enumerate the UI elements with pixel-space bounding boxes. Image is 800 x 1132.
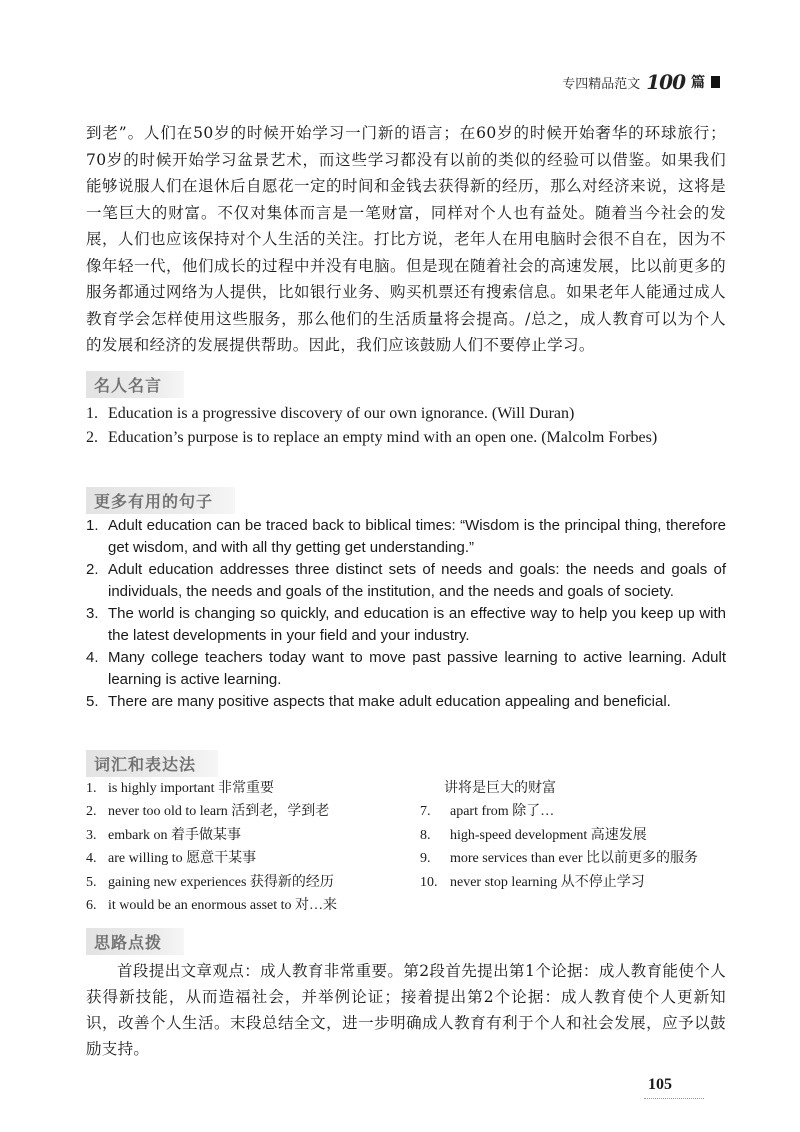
list-item: [86, 691, 726, 713]
item-number: 6.: [86, 898, 97, 914]
item-number: 3.: [86, 827, 97, 843]
list-item: [420, 800, 740, 823]
item-number: 1.: [86, 405, 98, 422]
list-item: [86, 847, 406, 870]
sentences-list: [86, 515, 726, 713]
list-item: [86, 515, 726, 559]
quotes-heading: 名人名言: [86, 371, 184, 398]
analysis-paragraph: 首段提出文章观点：成人教育非常重要。第2段首先提出第1个论据：成人教育能使个人获得新技能，从而造福社会，并举例论证；接着提出第2个论据：成人教育使个人更新知识，改善个人生活。末段总结全文，进一步明确成人教育有利于个人和社会发展，应予以鼓励支持。: [86, 962, 726, 1058]
quote-text: Education’s purpose is to replace an empty mind with an open one. (Malcolm Forbes): [108, 429, 658, 446]
quote-text: Education is a progressive discovery of our own ignorance. (Will Duran): [108, 405, 575, 422]
sentence-text: The world is changing so quickly, and education is an effective way to help you keep up with the latest developments in your field and your industry.: [108, 605, 726, 644]
vocab-text: never too old to learn 活到老，学到老: [108, 804, 330, 820]
list-item: [86, 603, 726, 647]
item-number: 4.: [86, 649, 99, 666]
list-item: [86, 402, 726, 426]
vocab-text: gaining new experiences 获得新的经历: [108, 874, 334, 890]
brand-suffix: 篇: [691, 75, 705, 91]
list-item: [420, 871, 740, 894]
vocab-text: embark on 着手做某事: [108, 827, 241, 843]
item-number: 2.: [86, 561, 99, 578]
vocabulary-heading: 词汇和表达法: [86, 750, 218, 777]
item-number: 5.: [86, 874, 97, 890]
list-item: [86, 777, 406, 800]
item-number: 5.: [86, 693, 99, 710]
vocab-text: are willing to 愿意干某事: [108, 851, 257, 867]
list-item: [86, 800, 406, 823]
sentence-text: Adult education addresses three distinct sets of needs and goals: the needs and goals of individuals, the needs and goals of the institution, and the needs and goals of society.: [108, 561, 726, 600]
vocab-continuation: [420, 777, 740, 800]
vocab-text: high-speed development 高速发展: [450, 827, 647, 843]
list-item: [86, 871, 406, 894]
sentence-text: There are many positive aspects that make adult education appealing and beneficial.: [108, 693, 671, 710]
item-number: 7.: [420, 804, 431, 820]
vocab-text: is highly important 非常重要: [108, 781, 275, 796]
sentence-text: Adult education can be traced back to biblical times: “Wisdom is the principal thing, therefore get wisdom, and with all thy getting get understanding.”: [108, 517, 726, 556]
list-item: [86, 894, 406, 917]
essay-paragraph: 到老”。人们在50岁的时候开始学习一门新的语言；在60岁的时候开始奢华的环球旅行；70岁的时候开始学习盆景艺术，而这些学习都没有以前的类似的经验可以借鉴。如果我们能够说服人们在退休后自愿花一定的时间和金钱去获得新的经历，那么对经济来说，这将是一笔巨大的财富。不仅对集体而言是一笔财富，同样对个人也有益处。随着当今社会的发展，人们也应该保持对个人生活的关注。打比方说，老年人在用电脑时会很不自在，因为不像年轻一代，他们成长的过程中并没有电脑。但是现在随着社会的高速发展，比以前更多的服务都通过网络为人提供，比如银行业务、购买机票还有搜索信息。如果老年人能通过成人教育学会怎样使用这些服务，那么他们的生活质量将会提高。/总之，成人教育可以为个人的发展和经济的发展提供帮助。因此，我们应该鼓励人们不要停止学习。: [86, 124, 726, 354]
item-number: 1.: [86, 781, 97, 796]
item-number: 10.: [420, 874, 438, 890]
item-number: 3.: [86, 605, 99, 622]
brand-number: 100: [646, 70, 685, 94]
book-title: 专四精品范文: [562, 76, 641, 92]
vocab-text: more services than ever 比以前更多的服务: [450, 851, 699, 867]
item-number: 1.: [86, 517, 99, 534]
list-item: [86, 559, 726, 603]
vocab-text: it would be an enormous asset to 对…来: [108, 898, 338, 914]
page-number: 105: [648, 1076, 672, 1093]
list-item: [86, 426, 726, 450]
item-number: 9.: [420, 851, 431, 867]
quotes-list: [86, 402, 726, 450]
sentence-text: Many college teachers today want to move past passive learning to active learning. Adult learning is active learning.: [108, 649, 726, 688]
list-item: [86, 647, 726, 691]
item-number: 2.: [86, 429, 98, 446]
vocab-text: never stop learning 从不停止学习: [450, 874, 645, 890]
running-header: [562, 70, 720, 94]
page-number-divider: [644, 1098, 704, 1100]
list-item: [420, 847, 740, 870]
analysis-heading: 思路点拨: [86, 928, 184, 955]
vocabulary-list-left: [86, 777, 406, 917]
list-item: [86, 824, 406, 847]
vocab-text: apart from 除了…: [450, 804, 555, 820]
item-number: 2.: [86, 804, 97, 820]
header-square-icon: [711, 76, 720, 88]
vocabulary-list-right: [420, 777, 740, 894]
vocab-text: 讲将是巨大的财富: [444, 781, 556, 796]
list-item: [420, 824, 740, 847]
item-number: 4.: [86, 851, 97, 867]
sentences-heading: 更多有用的句子: [86, 487, 235, 514]
item-number: 8.: [420, 827, 431, 843]
